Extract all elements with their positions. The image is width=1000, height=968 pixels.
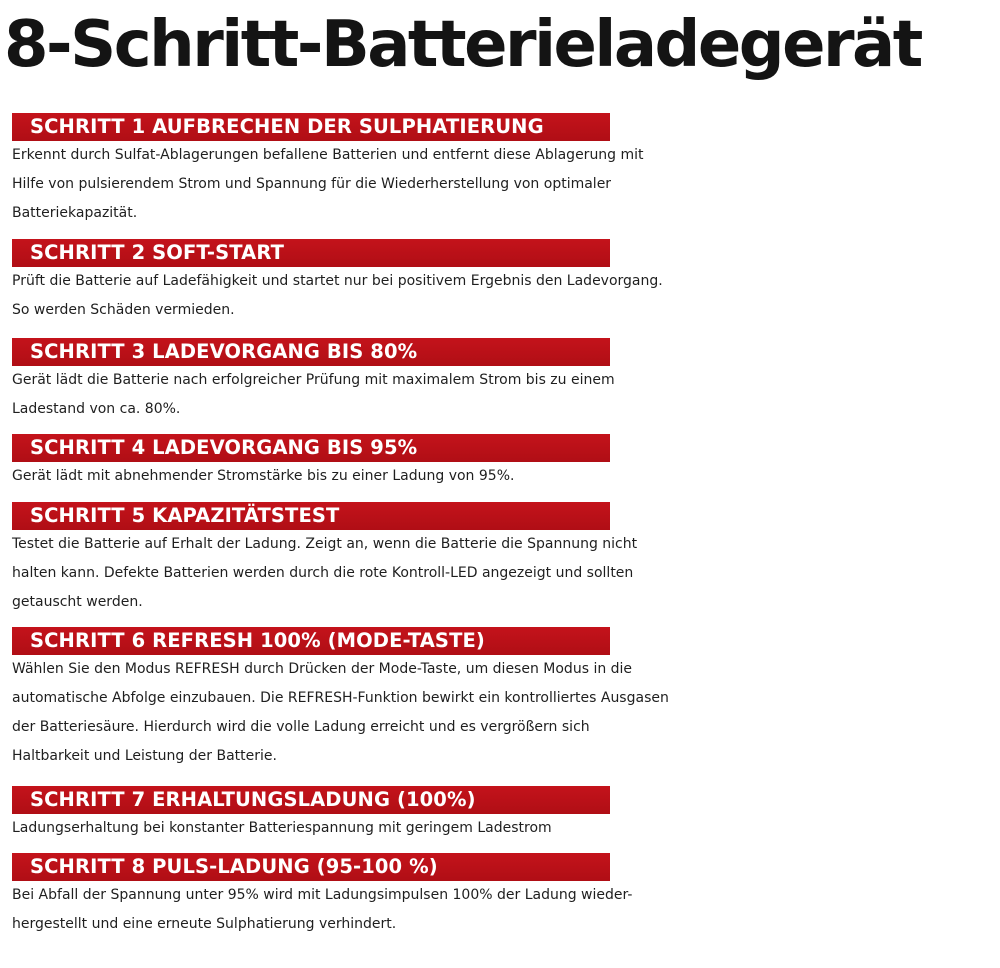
step-heading: SCHRITT 7 ERHALTUNGSLADUNG (100%) — [30, 788, 476, 811]
description-line: Erkennt durch Sulfat-Ablagerungen befallene Batterien und entfernt diese Ablagerung mit — [12, 147, 644, 163]
step-description — [12, 530, 997, 617]
step-heading: SCHRITT 3 LADEVORGANG BIS 80% — [30, 340, 418, 363]
step-heading-bar — [12, 338, 610, 366]
step-heading: SCHRITT 6 REFRESH 100% (MODE-TASTE) — [30, 629, 485, 652]
description-line: getauscht werden. — [12, 594, 143, 610]
step-heading-bar — [12, 786, 610, 814]
description-line: Ladungserhaltung bei konstanter Batteriespannung mit geringem Ladestrom — [12, 820, 552, 836]
step-heading: SCHRITT 1 AUFBRECHEN DER SULPHATIERUNG — [30, 115, 544, 138]
step-heading-bar — [12, 239, 610, 267]
description-line: Wählen Sie den Modus REFRESH durch Drücken der Mode-Taste, um diesen Modus in die — [12, 661, 633, 677]
description-line: Prüft die Batterie auf Ladefähigkeit und startet nur bei positivem Ergebnis den Ladevorgang. — [12, 273, 663, 289]
step-heading: SCHRITT 8 PULS-LADUNG (95-100 %) — [30, 855, 438, 878]
step-heading-bar — [12, 434, 610, 462]
step-heading-bar — [12, 627, 610, 655]
description-line: Gerät lädt die Batterie nach erfolgreicher Prüfung mit maximalem Strom bis zu einem — [12, 372, 615, 388]
step-heading: SCHRITT 4 LADEVORGANG BIS 95% — [30, 436, 418, 459]
description-line: der Batteriesäure. Hierdurch wird die volle Ladung erreicht und es vergrößern sich — [12, 719, 590, 735]
step-description — [12, 814, 997, 843]
step-description — [12, 141, 997, 228]
description-line: Batteriekapazität. — [12, 205, 138, 221]
step-8 — [12, 853, 997, 939]
description-line: So werden Schäden vermieden. — [12, 302, 235, 318]
step-5 — [12, 502, 997, 617]
description-line: hergestellt und eine erneute Sulphatierung verhindert. — [12, 916, 397, 932]
description-line: Testet die Batterie auf Erhalt der Ladung. Zeigt an, wenn die Batterie die Spannung nicht — [12, 536, 638, 552]
step-7 — [12, 786, 997, 843]
description-line: Hilfe von pulsierendem Strom und Spannung für die Wiederherstellung von optimaler — [12, 176, 612, 192]
step-description — [12, 462, 997, 491]
description-line: automatische Abfolge einzubauen. Die REFRESH-Funktion bewirkt ein kontrolliertes Ausgasen — [12, 690, 669, 706]
step-3 — [12, 338, 997, 424]
step-heading-bar — [12, 502, 610, 530]
step-6 — [12, 627, 997, 771]
step-description — [12, 267, 997, 325]
step-2 — [12, 239, 997, 325]
step-description — [12, 366, 997, 424]
description-line: Haltbarkeit und Leistung der Batterie. — [12, 748, 277, 764]
description-line: Bei Abfall der Spannung unter 95% wird mit Ladungsimpulsen 100% der Ladung wieder- — [12, 887, 633, 903]
description-line: halten kann. Defekte Batterien werden durch die rote Kontroll-LED angezeigt und sollten — [12, 565, 634, 581]
step-1 — [12, 113, 997, 228]
step-4 — [12, 434, 997, 491]
step-description — [12, 655, 997, 771]
step-description — [12, 881, 997, 939]
description-line: Gerät lädt mit abnehmender Stromstärke bis zu einer Ladung von 95%. — [12, 468, 515, 484]
document-title: 8-Schritt-Batterieladegerät — [4, 8, 921, 82]
step-heading: SCHRITT 2 SOFT-START — [30, 241, 284, 264]
description-line: Ladestand von ca. 80%. — [12, 401, 181, 417]
step-heading: SCHRITT 5 KAPAZITÄTSTEST — [30, 504, 340, 527]
step-heading-bar — [12, 113, 610, 141]
step-heading-bar — [12, 853, 610, 881]
